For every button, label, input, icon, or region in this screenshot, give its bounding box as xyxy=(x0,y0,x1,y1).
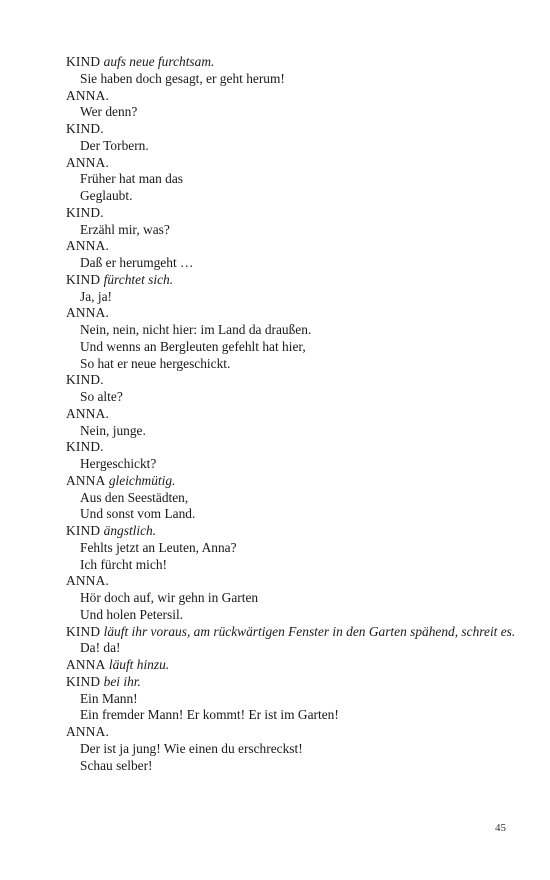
dialogue-line: Der ist ja jung! Wie einen du erschreckst! xyxy=(80,740,303,756)
dialogue-line: Und holen Petersil. xyxy=(80,606,184,622)
dialogue-line: Da! da! xyxy=(80,640,121,656)
speaker-name: ANNA. xyxy=(66,238,110,254)
speaker-name: KIND xyxy=(66,54,101,69)
stage-direction: bei ihr. xyxy=(103,673,141,689)
speaker-name: KIND. xyxy=(66,121,104,136)
speaker-heading xyxy=(66,205,516,222)
speaker-name: ANNA xyxy=(66,657,106,672)
speaker-heading xyxy=(66,88,516,105)
speaker-name: ANNA. xyxy=(66,154,110,170)
speaker-name: ANNA. xyxy=(66,87,110,103)
dialogue-line: So alte? xyxy=(80,389,123,404)
dialogue-line: Sie haben doch gesagt, er geht herum! xyxy=(80,70,285,86)
dialogue-line: Früher hat man das xyxy=(80,171,184,187)
speaker-heading xyxy=(66,439,516,456)
speaker-heading xyxy=(66,674,516,691)
dialogue-line: Nein, nein, nicht hier: im Land da draußen. xyxy=(80,322,312,337)
speaker-heading xyxy=(66,54,516,71)
stage-direction: läuft ihr voraus, am rückwärtigen Fenster in den Garten spähend, schreit es. xyxy=(103,623,516,639)
dialogue-line: Wer denn? xyxy=(80,104,138,120)
dialogue-line: Nein, junge. xyxy=(80,422,146,438)
stage-direction: fürchtet sich. xyxy=(103,271,174,287)
dialogue-line: Erzähl mir, was? xyxy=(80,221,170,237)
dialogue-line: Hör doch auf, wir gehn in Garten xyxy=(80,590,259,605)
dialogue-line: Hergeschickt? xyxy=(80,456,157,471)
speaker-name: KIND xyxy=(66,523,101,538)
speaker-name: ANNA xyxy=(66,472,106,488)
speaker-name: ANNA. xyxy=(66,573,110,589)
stage-direction: aufs neue furchtsam. xyxy=(103,54,215,69)
speaker-heading xyxy=(66,305,516,322)
dialogue-line: So hat er neue hergeschickt. xyxy=(80,355,231,371)
stage-direction: läuft hinzu. xyxy=(108,657,170,672)
speaker-name: ANNA. xyxy=(66,724,110,739)
dialogue-line: Schau selber! xyxy=(80,757,153,773)
dialogue-line: Daß er herumgeht … xyxy=(80,255,194,270)
speaker-name: KIND xyxy=(66,271,101,287)
speaker-heading xyxy=(66,121,516,138)
speaker-name: ANNA. xyxy=(66,305,110,321)
dialogue-line: Ich fürcht mich! xyxy=(80,556,167,572)
play-text xyxy=(66,54,516,774)
dialogue-line: Ja, ja! xyxy=(80,288,112,304)
speaker-heading xyxy=(66,372,516,389)
speaker-name: KIND xyxy=(66,623,101,639)
dialogue-line: Fehlts jetzt an Leuten, Anna? xyxy=(80,539,237,555)
speaker-name: ANNA. xyxy=(66,405,110,421)
dialogue-line: Und sonst vom Land. xyxy=(80,506,196,522)
speaker-name: KIND. xyxy=(66,439,104,455)
speaker-heading xyxy=(66,155,516,172)
page-number: 45 xyxy=(495,822,506,834)
speaker-name: KIND xyxy=(66,673,101,689)
dialogue-line: Der Torbern. xyxy=(80,137,149,153)
speaker-heading xyxy=(66,473,516,490)
speaker-heading xyxy=(66,272,516,289)
dialogue-line: Und wenns an Bergleuten gefehlt hat hier, xyxy=(80,338,306,354)
speaker-heading xyxy=(66,573,516,590)
speaker-heading xyxy=(66,406,516,423)
speaker-heading xyxy=(66,657,516,674)
dialogue-line: Geglaubt. xyxy=(80,188,133,203)
speaker-heading xyxy=(66,238,516,255)
speaker-name: KIND. xyxy=(66,204,104,220)
stage-direction: gleichmütig. xyxy=(108,472,176,488)
dialogue-line: Aus den Seestädten, xyxy=(80,489,189,505)
dialogue-line: Ein fremder Mann! Er kommt! Er ist im Garten! xyxy=(80,707,339,723)
speaker-heading xyxy=(66,724,516,741)
speaker-name: KIND. xyxy=(66,372,104,388)
dialogue-line: Ein Mann! xyxy=(80,690,138,706)
stage-direction: ängstlich. xyxy=(103,523,157,538)
speaker-heading xyxy=(66,624,516,641)
speaker-heading xyxy=(66,523,516,540)
